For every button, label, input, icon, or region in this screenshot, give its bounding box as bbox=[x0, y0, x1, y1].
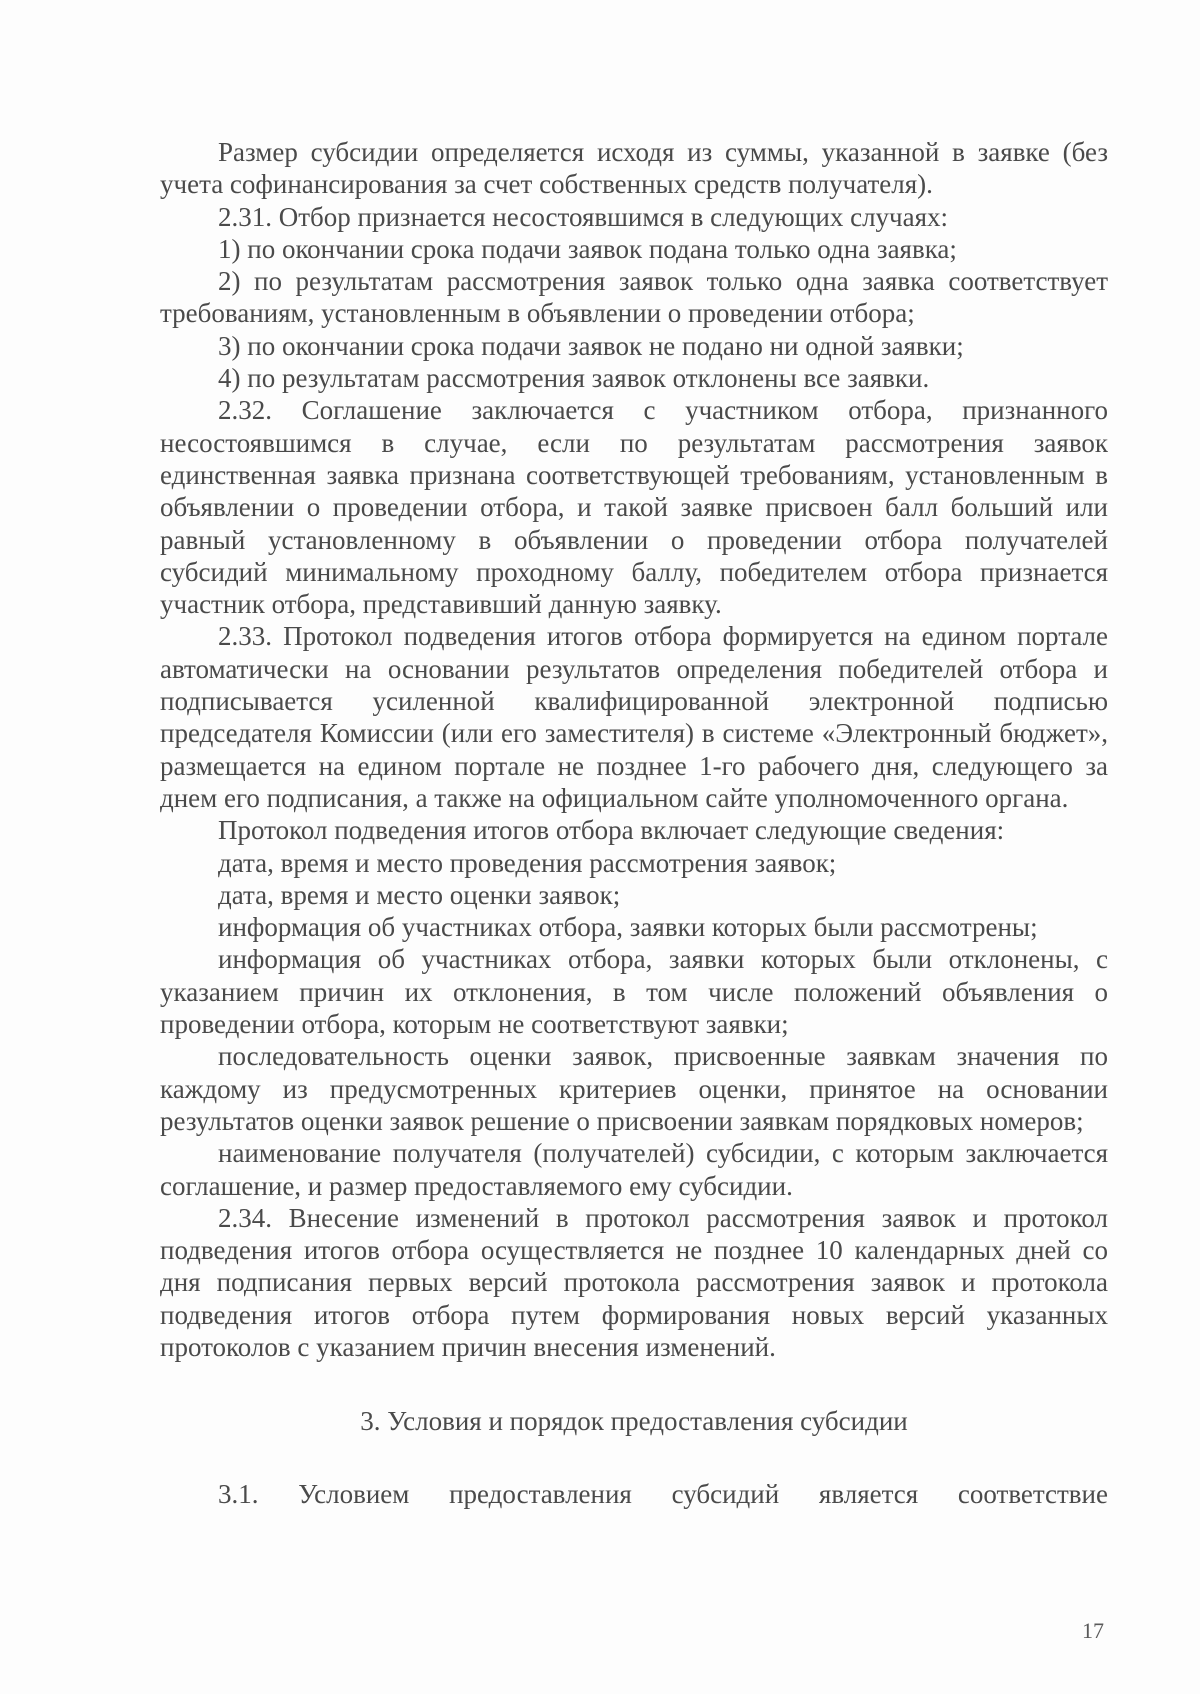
list-item-2-31-3: 3) по окончании срока подачи заявок не подано ни одной заявки; bbox=[218, 330, 964, 361]
paragraph-protocol-contents: Протокол подведения итогов отбора включает следующие сведения: bbox=[218, 815, 1005, 846]
page-number: 17 bbox=[1082, 1618, 1104, 1643]
list-item-2-31-2: 2) по результатам рассмотрения заявок только одна заявка соответствует требованиям, установленным в объявлении о проведении отбора; bbox=[160, 266, 1108, 329]
paragraph-subsidy-amount: Размер субсидии определяется исходя из суммы, указанной в заявке (без учета софинансирования за счет собственных средств получателя). bbox=[160, 137, 1108, 200]
protocol-item-evaluation-date: дата, время и место оценки заявок; bbox=[218, 879, 621, 910]
list-item-2-31-4: 4) по результатам рассмотрения заявок отклонены все заявки. bbox=[218, 363, 930, 394]
protocol-item-review-date: дата, время и место проведения рассмотрения заявок; bbox=[218, 847, 837, 878]
protocol-item-reviewed-participants: информация об участниках отбора, заявки которых были рассмотрены; bbox=[218, 912, 1038, 943]
paragraph-2-32: 2.32. Соглашение заключается с участником отбора, признанного несостоявшимся в случае, если по результатам рассмотрения заявок единственная заявка признана соответствующей требованиям, установленным в объявлении о проведении отбора, и такой заявке присвоен балл больший или равный установленному в объявлении о проведении отбора получателей субсидий минимальному проходному баллу, победителем отбора признается участник отбора, представивший данную заявку. bbox=[160, 395, 1108, 620]
paragraph-2-33: 2.33. Протокол подведения итогов отбора формируется на едином портале автоматически на основании результатов определения победителей отбора и подписывается усиленной квалифицированной электронной подписью председателя Комиссии (или его заместителя) в системе «Электронный бюджет», размещается на едином портале не позднее 1-го рабочего дня, следующего за днем его подписания, а также на официальном сайте уполномоченного органа. bbox=[160, 621, 1108, 813]
list-item-2-31-1: 1) по окончании срока подачи заявок подана только одна заявка; bbox=[218, 233, 957, 264]
section-heading: 3. Условия и порядок предоставления субсидии bbox=[360, 1406, 908, 1437]
protocol-item-evaluation-order: последовательность оценки заявок, присвоенные заявкам значения по каждому из предусмотренных критериев оценки, принятое на основании результатов оценки заявок решение о присвоении заявкам порядковых номеров; bbox=[160, 1041, 1108, 1136]
protocol-item-recipient-name: наименование получателя (получателей) субсидии, с которым заключается соглашение, и размер предоставляемого ему субсидии. bbox=[160, 1138, 1108, 1201]
protocol-item-rejected-participants: информация об участниках отбора, заявки которых были отклонены, с указанием причин их отклонения, в том числе положений объявления о проведении отбора, которым не соответствуют заявки; bbox=[160, 944, 1108, 1040]
paragraph-2-34: 2.34. Внесение изменений в протокол рассмотрения заявок и протокол подведения итогов отбора осуществляется не позднее 10 календарных дней со дня подписания первых версий протокола рассмотрения заявок и протокола подведения итогов отбора путем формирования новых версий указанных протоколов с указанием причин внесения изменений. bbox=[160, 1202, 1108, 1362]
document-body bbox=[160, 136, 1108, 1510]
paragraph-3-1: 3.1. Условием предоставления субсидий является соответствие bbox=[218, 1478, 1108, 1509]
paragraph-2-31: 2.31. Отбор признается несостоявшимся в следующих случаях: bbox=[218, 201, 949, 232]
